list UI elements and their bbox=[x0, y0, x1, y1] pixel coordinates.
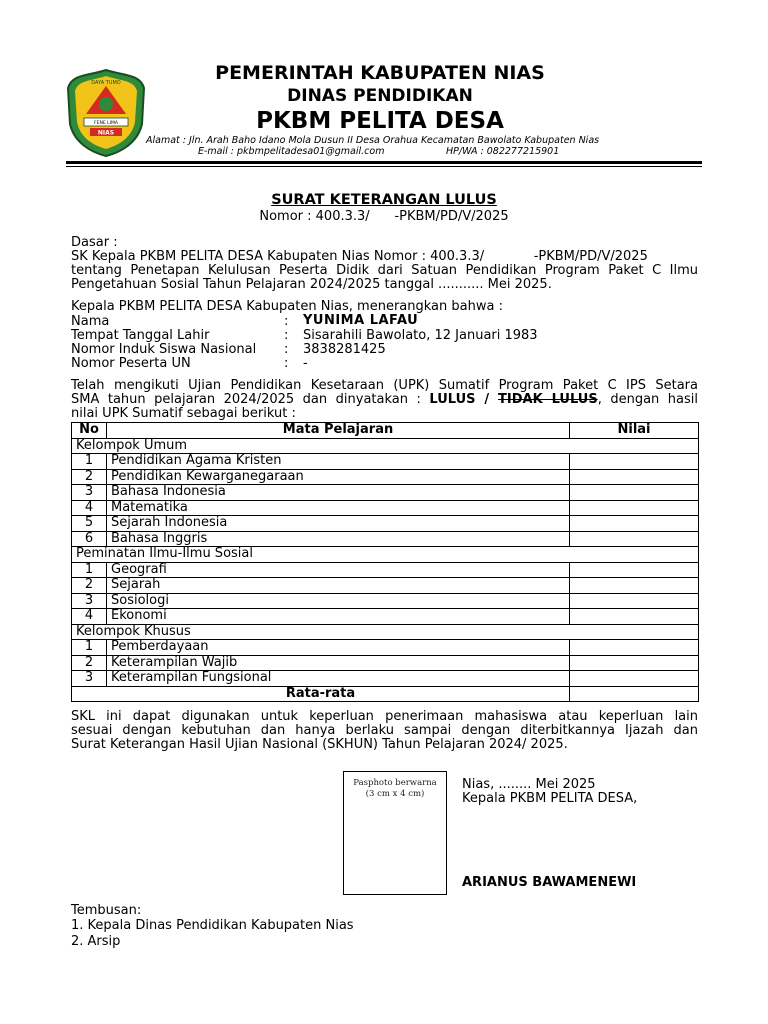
statement-line-result: SMA tahun pelajaran 2024/2025 dan dinyatakan : LULUS / TIDAK LULUS, dengan hasil bbox=[71, 392, 698, 407]
email-line: E-mail : pkbmpelitadesa01@gmail.com bbox=[198, 146, 385, 157]
row-number: 4 bbox=[72, 609, 107, 625]
closing-line: Surat Keterangan Hasil Ujian Nasional (SKHUN) Tahun Pelajaran 2024/ 2025. bbox=[71, 737, 568, 752]
table-row bbox=[72, 531, 699, 547]
score-cell bbox=[570, 578, 699, 594]
table-row bbox=[72, 485, 699, 501]
subject-name: Geografi bbox=[107, 562, 570, 578]
table-row bbox=[72, 655, 699, 671]
row-number: 3 bbox=[72, 485, 107, 501]
score-cell bbox=[570, 609, 699, 625]
regency-logo bbox=[66, 68, 146, 158]
document-number: Nomor : 400.3.3/ -PKBM/PD/V/2025 bbox=[259, 209, 509, 224]
score-cell bbox=[570, 516, 699, 532]
score-cell bbox=[570, 655, 699, 671]
dasar-line: SK Kepala PKBM PELITA DESA Kabupaten Nias Nomor : 400.3.3/ -PKBM/PD/V/2025 bbox=[71, 249, 648, 264]
subject-name: Matematika bbox=[107, 500, 570, 516]
grades-table-body bbox=[72, 438, 699, 702]
svg-text:DAYA TUMO: DAYA TUMO bbox=[91, 80, 121, 86]
statement-line: Telah mengikuti Ujian Pendidikan Kesetaraan (UPK) Sumatif Program Paket C IPS Setara bbox=[71, 378, 698, 393]
dasar-line: Pengetahuan Sosial Tahun Pelajaran 2024/2025 tanggal ........... Mei 2025. bbox=[71, 277, 552, 292]
table-row bbox=[72, 671, 699, 687]
subject-name: Keterampilan Fungsional bbox=[107, 671, 570, 687]
department-name: DINAS PENDIDIKAN bbox=[287, 86, 473, 106]
closing-line: SKL ini dapat digunakan untuk keperluan penerimaan mahasiswa atau keperluan lain bbox=[71, 709, 698, 724]
nisn-value: 3838281425 bbox=[303, 342, 386, 357]
document-title: SURAT KETERANGAN LULUS bbox=[271, 192, 497, 208]
row-number: 3 bbox=[72, 593, 107, 609]
table-row bbox=[72, 562, 699, 578]
field-label: Nomor Induk Siswa Nasional bbox=[71, 342, 257, 357]
signature-name: ARIANUS BAWAMENEWI bbox=[462, 875, 637, 890]
group-row bbox=[72, 438, 699, 454]
student-name: YUNIMA LAFAU bbox=[303, 313, 419, 328]
tembusan-item: 2. Arsip bbox=[71, 934, 121, 949]
signature-position: Kepala PKBM PELITA DESA, bbox=[462, 791, 638, 806]
average-row bbox=[72, 686, 699, 702]
row-number: 3 bbox=[72, 671, 107, 687]
grades-table bbox=[71, 422, 699, 702]
subject-name: Keterampilan Wajib bbox=[107, 655, 570, 671]
table-row bbox=[72, 516, 699, 532]
score-cell bbox=[570, 562, 699, 578]
group-name: Peminatan Ilmu-Ilmu Sosial bbox=[72, 547, 699, 563]
score-cell bbox=[570, 454, 699, 470]
score-cell bbox=[570, 671, 699, 687]
subject-name: Sejarah bbox=[107, 578, 570, 594]
group-name: Kelompok Umum bbox=[72, 438, 699, 454]
field-label: Nama bbox=[71, 314, 110, 329]
field-label: Nomor Peserta UN bbox=[71, 356, 191, 371]
table-row bbox=[72, 609, 699, 625]
closing-line: sesuai dengan kebutuhan dan hanya berlaku sampai dengan diterbitkannya Ijazah dan bbox=[71, 723, 698, 738]
score-cell bbox=[570, 469, 699, 485]
table-row bbox=[72, 578, 699, 594]
field-colon: : bbox=[284, 356, 289, 371]
birth-place-date: Sisarahili Bawolato, 12 Januari 1983 bbox=[303, 328, 538, 343]
row-number: 5 bbox=[72, 516, 107, 532]
intro-statement: Kepala PKBM PELITA DESA Kabupaten Nias, menerangkan bahwa : bbox=[71, 299, 503, 314]
average-label: Rata-rata bbox=[72, 686, 570, 702]
phone-line: HP/WA : 082277215901 bbox=[446, 146, 560, 157]
row-number: 1 bbox=[72, 454, 107, 470]
table-row bbox=[72, 640, 699, 656]
row-number: 1 bbox=[72, 640, 107, 656]
field-colon: : bbox=[284, 314, 289, 329]
address-line: Alamat : Jln. Arah Baho Idano Mola Dusun II Desa Orahua Kecamatan Bawolato Kabupaten Nias bbox=[146, 135, 600, 146]
letterhead-rule-thin bbox=[66, 166, 702, 167]
header-score: Nilai bbox=[570, 423, 699, 439]
exam-number-value: - bbox=[303, 356, 308, 371]
field-label: Tempat Tanggal Lahir bbox=[71, 328, 210, 343]
group-row bbox=[72, 624, 699, 640]
subject-name: Sejarah Indonesia bbox=[107, 516, 570, 532]
group-name: Kelompok Khusus bbox=[72, 624, 699, 640]
tembusan-item: 1. Kepala Dinas Pendidikan Kabupaten Nias bbox=[71, 918, 354, 933]
institution-name: PKBM PELITA DESA bbox=[256, 108, 504, 134]
row-number: 4 bbox=[72, 500, 107, 516]
subject-name: Bahasa Indonesia bbox=[107, 485, 570, 501]
row-number: 2 bbox=[72, 578, 107, 594]
subject-name: Ekonomi bbox=[107, 609, 570, 625]
row-number: 1 bbox=[72, 562, 107, 578]
letterhead-rule-thick bbox=[66, 161, 702, 164]
header-no: No bbox=[72, 423, 107, 439]
table-row bbox=[72, 454, 699, 470]
field-colon: : bbox=[284, 328, 289, 343]
subject-name: Bahasa Inggris bbox=[107, 531, 570, 547]
svg-text:NIAS: NIAS bbox=[97, 129, 115, 137]
dasar-heading: Dasar : bbox=[71, 235, 118, 250]
score-cell bbox=[570, 593, 699, 609]
table-header-row bbox=[72, 423, 699, 439]
svg-text:FENE LIMA: FENE LIMA bbox=[94, 121, 118, 126]
score-cell bbox=[570, 500, 699, 516]
tembusan-heading: Tembusan: bbox=[71, 903, 142, 918]
score-cell bbox=[570, 640, 699, 656]
row-number: 2 bbox=[72, 655, 107, 671]
table-row bbox=[72, 469, 699, 485]
subject-name: Pendidikan Kewarganegaraan bbox=[107, 469, 570, 485]
photo-placeholder: Pasphoto berwarna (3 cm x 4 cm) bbox=[343, 771, 447, 895]
statement-line: nilai UPK Sumatif sebagai berikut : bbox=[71, 406, 296, 421]
subject-name: Sosiologi bbox=[107, 593, 570, 609]
row-number: 2 bbox=[72, 469, 107, 485]
signature-place-date: Nias, ........ Mei 2025 bbox=[462, 777, 596, 792]
table-row bbox=[72, 593, 699, 609]
row-number: 6 bbox=[72, 531, 107, 547]
dasar-line: tentang Penetapan Kelulusan Peserta Didik dari Satuan Pendidikan Program Paket C Ilmu bbox=[71, 263, 698, 278]
tidak-lulus-struck: TIDAK LULUS bbox=[498, 392, 598, 407]
header-subject: Mata Pelajaran bbox=[107, 423, 570, 439]
government-name: PEMERINTAH KABUPATEN NIAS bbox=[215, 62, 545, 84]
group-row bbox=[72, 547, 699, 563]
table-row bbox=[72, 500, 699, 516]
score-cell bbox=[570, 485, 699, 501]
subject-name: Pendidikan Agama Kristen bbox=[107, 454, 570, 470]
score-cell bbox=[570, 531, 699, 547]
subject-name: Pemberdayaan bbox=[107, 640, 570, 656]
average-value bbox=[570, 686, 699, 702]
field-colon: : bbox=[284, 342, 289, 357]
